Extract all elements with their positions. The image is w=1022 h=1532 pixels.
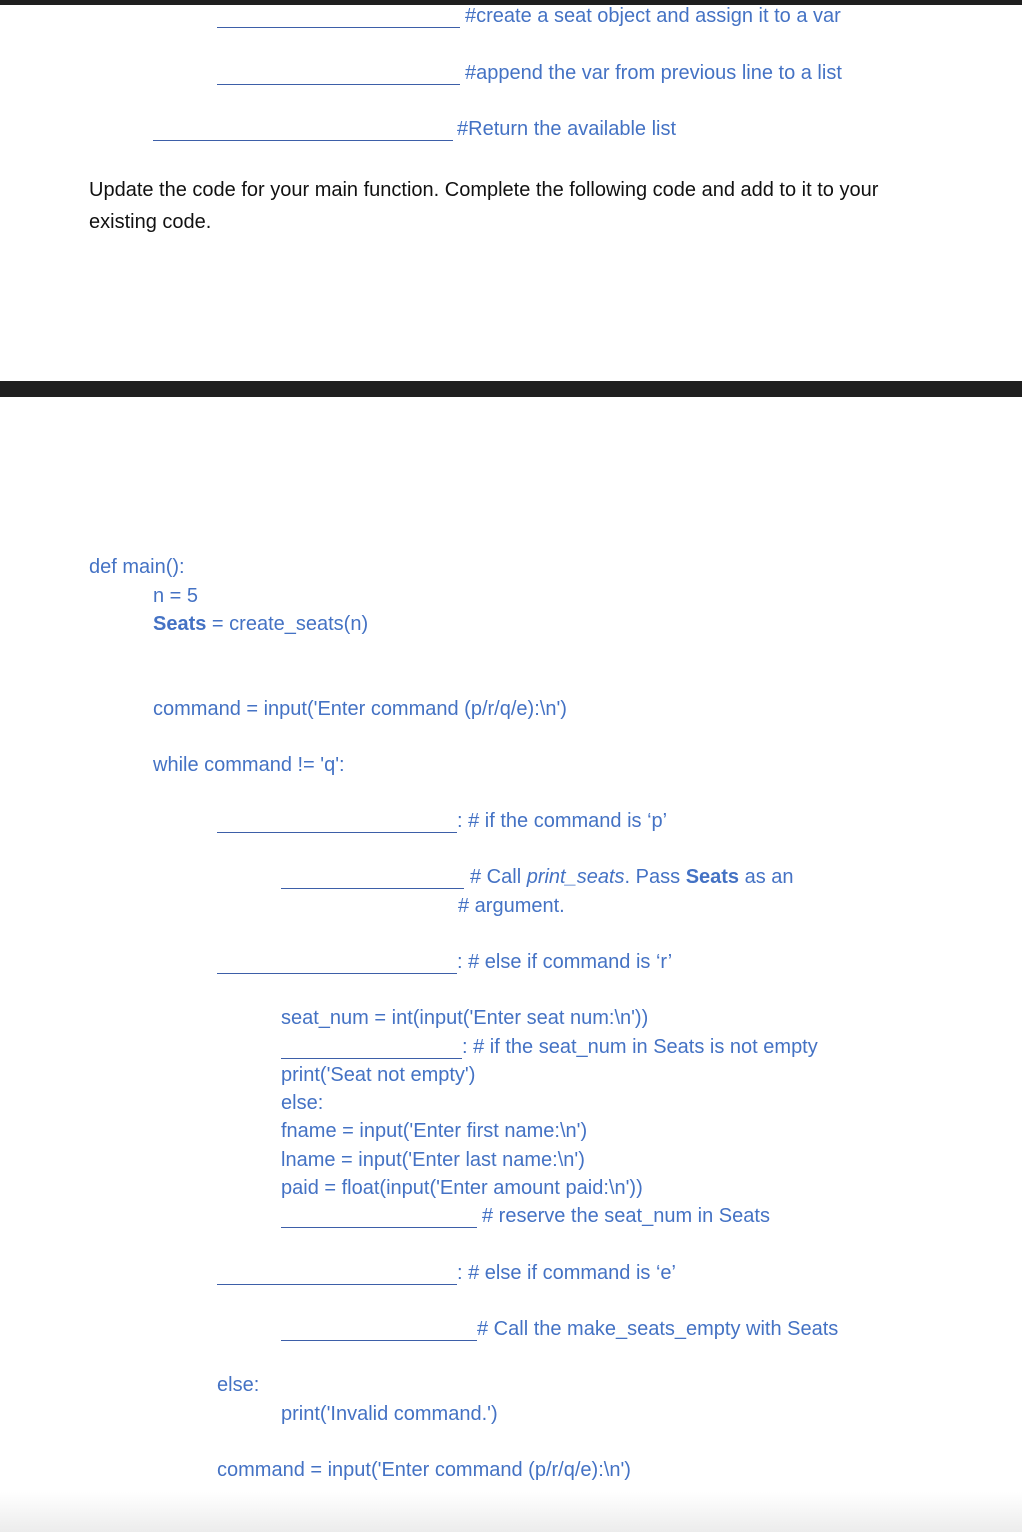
blank-line-call-print (281, 888, 464, 889)
blank-line-reserve (281, 1227, 477, 1228)
comment-elif-e: : # else if command is ‘e’ (457, 1262, 676, 1284)
code-fname-input: fname = input('Enter first name:\n') (281, 1120, 588, 1142)
comment-return: #Return the available list (457, 118, 677, 140)
comment-call-print-seats (470, 866, 794, 889)
comment-if-p: : # if the command is ‘p’ (457, 810, 668, 832)
code-else-outer: else: (217, 1374, 260, 1396)
seats-ref: Seats (685, 866, 740, 888)
comment-append: #append the var from previous line to a list (465, 62, 842, 84)
blank-line-append (217, 84, 460, 85)
code-lname-input: lname = input('Enter last name:\n') (281, 1149, 585, 1171)
code-else-inner: else: (281, 1092, 324, 1114)
instructions-paragraph: Update the code for your main function. Complete the following code and add to it to your existing code. (89, 179, 879, 233)
comment-suffix: as an (739, 866, 794, 888)
code-seats-assign (153, 613, 368, 636)
blank-line-if-p (217, 832, 457, 833)
code-while-loop: while command != 'q': (153, 754, 345, 776)
code-n-assign: n = 5 (153, 585, 199, 607)
blank-line-elif-r (217, 973, 457, 974)
blank-line-make-empty (281, 1340, 477, 1341)
comment-prefix: # Call (470, 866, 527, 888)
seats-variable: Seats (153, 613, 207, 635)
blank-line-elif-e (217, 1284, 457, 1285)
code-print-not-empty: print('Seat not empty') (281, 1064, 476, 1086)
blank-line-return (153, 140, 453, 141)
code-command-input: command = input('Enter command (p/r/q/e):\n') (153, 698, 567, 720)
page-bottom-shadow (0, 1492, 1022, 1532)
comment-mid: . Pass (624, 866, 686, 888)
comment-elif-r: : # else if command is ‘r’ (457, 951, 673, 973)
code-def-main: def main(): (89, 556, 185, 578)
comment-argument: # argument. (458, 895, 565, 917)
comment-not-empty: : # if the seat_num in Seats is not empty (462, 1036, 818, 1058)
code-paid-input: paid = float(input('Enter amount paid:\n')) (281, 1177, 643, 1199)
seats-assign-expr: = create_seats(n) (206, 613, 369, 635)
page-separator (0, 381, 1022, 397)
blank-line-not-empty (281, 1058, 462, 1059)
comment-create-seat: #create a seat object and assign it to a var (465, 5, 841, 27)
code-print-invalid: print('Invalid command.') (281, 1403, 498, 1425)
code-command-input-again: command = input('Enter command (p/r/q/e):\n') (217, 1459, 631, 1481)
code-seat-num-input: seat_num = int(input('Enter seat num:\n')) (281, 1007, 649, 1029)
blank-line-create-seat (217, 27, 460, 28)
print-seats-func: print_seats (526, 866, 625, 888)
comment-reserve: # reserve the seat_num in Seats (482, 1205, 770, 1227)
comment-make-empty: # Call the make_seats_empty with Seats (477, 1318, 839, 1340)
